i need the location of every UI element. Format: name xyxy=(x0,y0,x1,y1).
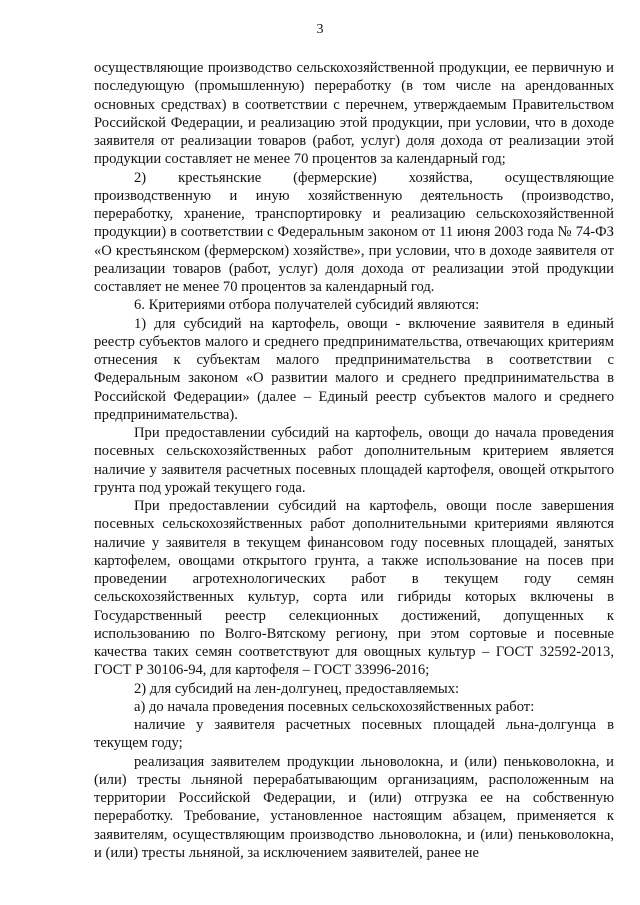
paragraph-criterion-potato-vegetables: 1) для субсидий на картофель, овощи - включение заявителя в единый реестр субъектов малого и среднего предпринимательства, отвечающих критериям отнесения к субъектам малого предпринимательства в соответствии с Федеральным законом «О развитии малого и среднего предпринимательства в Российской Федерации» (далее – Единый реестр субъектов малого и среднего предпринимательства). xyxy=(94,315,614,423)
page-number: 3 xyxy=(316,22,324,37)
paragraph-continuation: осуществляющие производство сельскохозяйственной продукции, ее первичную и последующую (промышленную) переработку (в том числе на арендованных основных средствах) в соответствии с перечнем, утверждаемым Правительством Российской Федерации, и реализацию этой продукции, при условии, что в доходе заявителя от реализации товаров (работ, услуг) доля дохода от реализации этой продукции составляет не менее 70 процентов за календарный год; xyxy=(94,60,614,168)
paragraph-before-sowing: При предоставлении субсидий на картофель, овощи до начала проведения посевных сельскохозяйственных работ дополнительным критерием является наличие у заявителя расчетных посевных площадей картофеля, овощей открытого грунта под урожай текущего года. xyxy=(94,425,614,496)
document-body xyxy=(94,59,614,862)
paragraph-flax-area: наличие у заявителя расчетных посевных площадей льна-долгунца в текущем году; xyxy=(94,717,614,752)
paragraph-flax-before-sowing: а) до начала проведения посевных сельскохозяйственных работ: xyxy=(134,698,535,715)
paragraph-peasant-farms: 2) крестьянские (фермерские) хозяйства, осуществляющие производственную и иную хозяйственную деятельность (производство, переработку, хранение, транспортировку и реализацию сельскохозяйственной продукции) в соответствии с Федеральным законом от 11 июня 2003 года № 74-ФЗ «О крестьянском (фермерском) хозяйстве», при условии, что в доходе заявителя от реализации товаров (работ, услуг) доля дохода от реализации этой продукции составляет не менее 70 процентов за календарный год. xyxy=(94,169,614,295)
paragraph-after-sowing: При предоставлении субсидий на картофель, овощи после завершения посевных сельскохозяйственных работ дополнительными критериями являются наличие у заявителя в текущем финансовом году посевных площадей, занятых картофелем, овощами открытого грунта, а также использование на посев при проведении агротехнологических работ в текущем году семян сельскохозяйственных культур, сорта или гибриды которых включены в Государственный реестр селекционных достижений, допущенных к использованию по Волго-Вятскому региону, при этом сортовые и посевные качества таких семян соответствуют для овощных культур – ГОСТ 32592-2013, ГОСТ Р 30106-94, для картофеля – ГОСТ 33996-2016; xyxy=(94,498,614,679)
paragraph-flax-subsidies: 2) для субсидий на лен-долгунец, предоставляемых: xyxy=(134,680,460,697)
paragraph-flax-fiber-sales: реализация заявителем продукции льноволокна, и (или) пеньковолокна, и (или) тресты льняной перерабатывающим организациям, расположенным на территории Российской Федерации, и (или) отгрузка ее на собственную переработку. Требование, установленное настоящим абзацем, применяется к заявителям, осуществляющим производство льноволокна, и (или) пеньковолокна, и (или) тресты льняной, за исключением заявителей, ранее не xyxy=(94,753,614,861)
paragraph-selection-criteria-heading: 6. Критериями отбора получателей субсидий являются: xyxy=(134,297,480,314)
